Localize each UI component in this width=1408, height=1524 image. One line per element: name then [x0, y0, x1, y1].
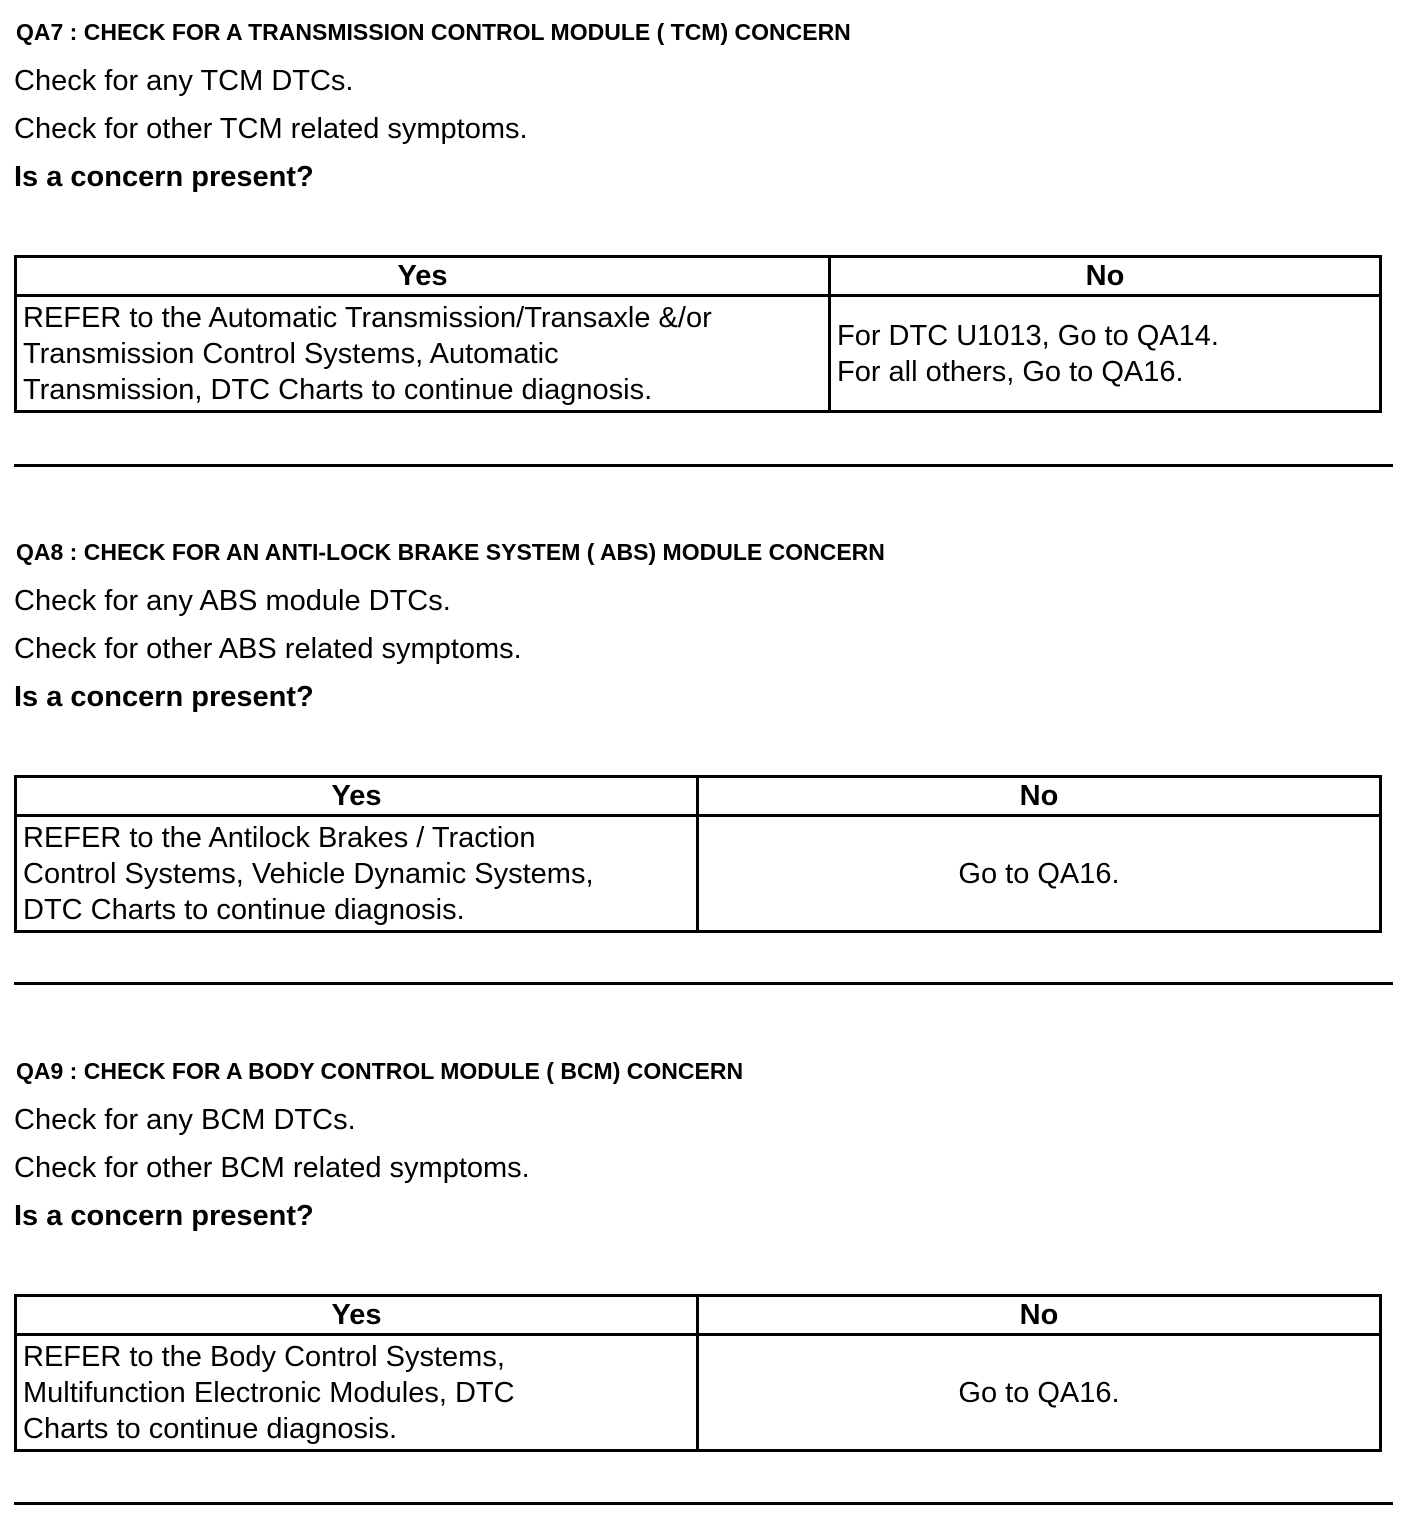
- question: Is a concern present?: [14, 161, 314, 193]
- yes-cell: [16, 816, 698, 932]
- instruction-line: Check for other ABS related symptoms.: [14, 633, 522, 665]
- cell-line: Charts to continue diagnosis.: [23, 1412, 397, 1445]
- yes-header: Yes: [16, 777, 698, 816]
- section-divider: [14, 1502, 1393, 1505]
- instruction-line: Check for any BCM DTCs.: [14, 1104, 356, 1136]
- cell-line: REFER to the Antilock Brakes / Traction: [23, 821, 536, 854]
- cell-line: Transmission, DTC Charts to continue diagnosis.: [23, 373, 653, 406]
- no-header: No: [698, 1296, 1381, 1335]
- section-divider: [14, 982, 1393, 985]
- cell-line: REFER to the Body Control Systems,: [23, 1340, 505, 1373]
- section-heading: QA7 : CHECK FOR A TRANSMISSION CONTROL MODULE ( TCM) CONCERN: [16, 19, 851, 45]
- no-cell: [830, 296, 1381, 412]
- instruction-line: Check for other BCM related symptoms.: [14, 1152, 530, 1184]
- yes-cell: [16, 296, 830, 412]
- cell-line: REFER to the Automatic Transmission/Transaxle &/or: [23, 301, 712, 334]
- no-cell: [698, 816, 1381, 932]
- question: Is a concern present?: [14, 1200, 314, 1232]
- instruction-line: Check for any ABS module DTCs.: [14, 585, 451, 617]
- no-cell: [698, 1335, 1381, 1451]
- cell-line: For all others, Go to QA16.: [837, 355, 1184, 388]
- question: Is a concern present?: [14, 681, 314, 713]
- cell-line: Go to QA16.: [958, 1376, 1120, 1409]
- cell-line: Transmission Control Systems, Automatic: [23, 337, 559, 370]
- cell-line: Multifunction Electronic Modules, DTC: [23, 1376, 515, 1409]
- cell-line: Control Systems, Vehicle Dynamic Systems,: [23, 857, 594, 890]
- yes-cell: [16, 1335, 698, 1451]
- yes-header: Yes: [16, 1296, 698, 1335]
- instruction-line: Check for other TCM related symptoms.: [14, 113, 528, 145]
- section-heading: QA9 : CHECK FOR A BODY CONTROL MODULE ( BCM) CONCERN: [16, 1058, 744, 1084]
- decision-table: [14, 775, 1382, 933]
- section-divider: [14, 464, 1393, 467]
- yes-header: Yes: [16, 257, 830, 296]
- cell-line: For DTC U1013, Go to QA14.: [837, 319, 1219, 352]
- section-heading: QA8 : CHECK FOR AN ANTI-LOCK BRAKE SYSTEM ( ABS) MODULE CONCERN: [16, 539, 885, 565]
- decision-table: [14, 255, 1382, 413]
- decision-table: [14, 1294, 1382, 1452]
- cell-line: DTC Charts to continue diagnosis.: [23, 893, 465, 926]
- no-header: No: [698, 777, 1381, 816]
- cell-line: Go to QA16.: [958, 857, 1120, 890]
- instruction-line: Check for any TCM DTCs.: [14, 65, 354, 97]
- no-header: No: [830, 257, 1381, 296]
